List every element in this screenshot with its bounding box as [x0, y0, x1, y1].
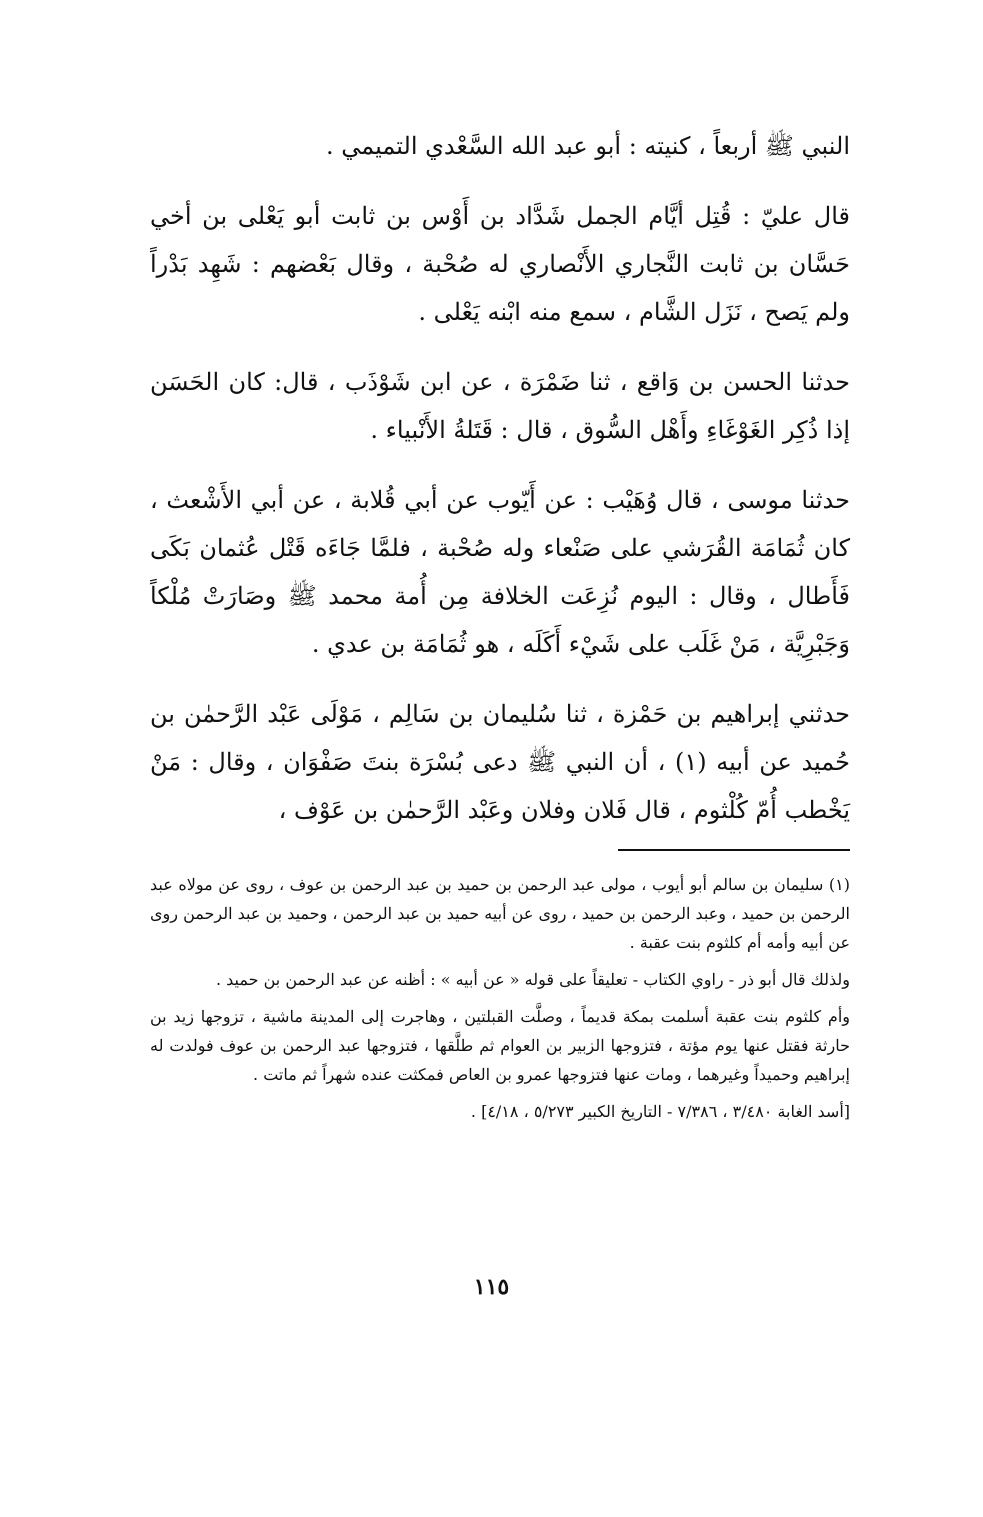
main-paragraph: قال عليّ : قُتِل أيَّام الجمل شَدَّاد بن أَوْس بن ثابت أبو يَعْلى بن أخي حَسَّان بن ثابت النَّجاري الأَنْصاري له صُحْبة ، وقال بَعْضهم : شَهِد بَدْراً ولم يَصح ، نَزَل الشَّام ، سمع منه ابْنه يَعْلى . — [150, 202, 850, 326]
footnote-reference: [أسد الغابة ٣/٤٨٠ ، ٧/٣٨٦ - التاريخ الكبير ٥/٢٧٣ ، ٤/١٨] . — [470, 1102, 850, 1121]
main-paragraph: حدثنا الحسن بن وَاقع ، ثنا ضَمْرَة ، عن ابن شَوْذَب ، قال: كان الحَسَن إذا ذُكِر الغَوْغَاءِ وأَهْل السُّوق ، قال : قَتَلةُ الأَنْبياء . — [150, 368, 850, 444]
main-paragraph: النبي ﷺ أربعاً ، كنيته : أبو عبد الله السَّعْدي التميمي . — [326, 132, 850, 160]
footnote-paragraph: (١) سليمان بن سالم أبو أيوب ، مولى عبد الرحمن بن حميد بن عبد الرحمن بن عوف ، روى عن مولاه عبد الرحمن بن حميد ، وعبد الرحمن بن حميد ، روى عن أبيه حميد بن عبد الرحمن ، وحميد بن عبد الرحمن روى عن أبيه وأمه أم كلثوم بنت عقبة . — [150, 875, 850, 952]
page-number: ١١٥ — [473, 1274, 510, 1300]
footnote-paragraph: ولذلك قال أبو ذر - راوي الكتاب - تعليقاً على قوله « عن أبيه » : أظنه عن عبد الرحمن بن حميد . — [215, 970, 850, 989]
main-text-block — [150, 122, 850, 856]
footnotes-block — [150, 870, 850, 1134]
main-paragraph: حدثني إبراهيم بن حَمْزة ، ثنا سُليمان بن سَالِم ، مَوْلَى عَبْد الرَّحمٰن بن حُميد عن أبيه (١) ، أن النبي ﷺ دعى بُسْرَة بنتَ صَفْوَان ، وقال : مَنْ يَخْطب أُمّ كُلْثوم ، قال فَلان وفلان وعَبْد الرَّحمٰن بن عَوْف ، — [150, 700, 851, 824]
footnote-paragraph: وأم كلثوم بنت عقبة أسلمت بمكة قديماً ، وصلَّت القبلتين ، وهاجرت إلى المدينة ماشية ، تزوجها زيد بن حارثة فقتل عنها يوم مؤتة ، فتزوجها الزبير بن العوام ثم طلَّقها ، فتزوجها عبد الرحمن بن عوف فولدت له إبراهيم وحميداً وغيرهما ، ومات عنها فتزوجها عمرو بن العاص فمكثت عنده شهراً ثم ماتت . — [150, 1007, 850, 1084]
footnote-separator — [618, 849, 850, 851]
main-paragraph: حدثنا موسى ، قال وُهَيْب : عن أَيّوب عن أبي قُلابة ، عن أبي الأَشْعث ، كان ثُمَامَة القُرَشي على صَنْعاء وله صُحْبة ، فلمَّا جَاءَه قَتْل عُثمان بَكَى فَأَطال ، وقال : اليوم نُزِعَت الخلافة مِن أُمة محمد ﷺ وصَارَتْ مُلْكاً وَجَبْرِيَّة ، مَنْ غَلَب على شَيْء أَكَلَه ، هو ثُمَامَة بن عدي . — [150, 486, 850, 658]
